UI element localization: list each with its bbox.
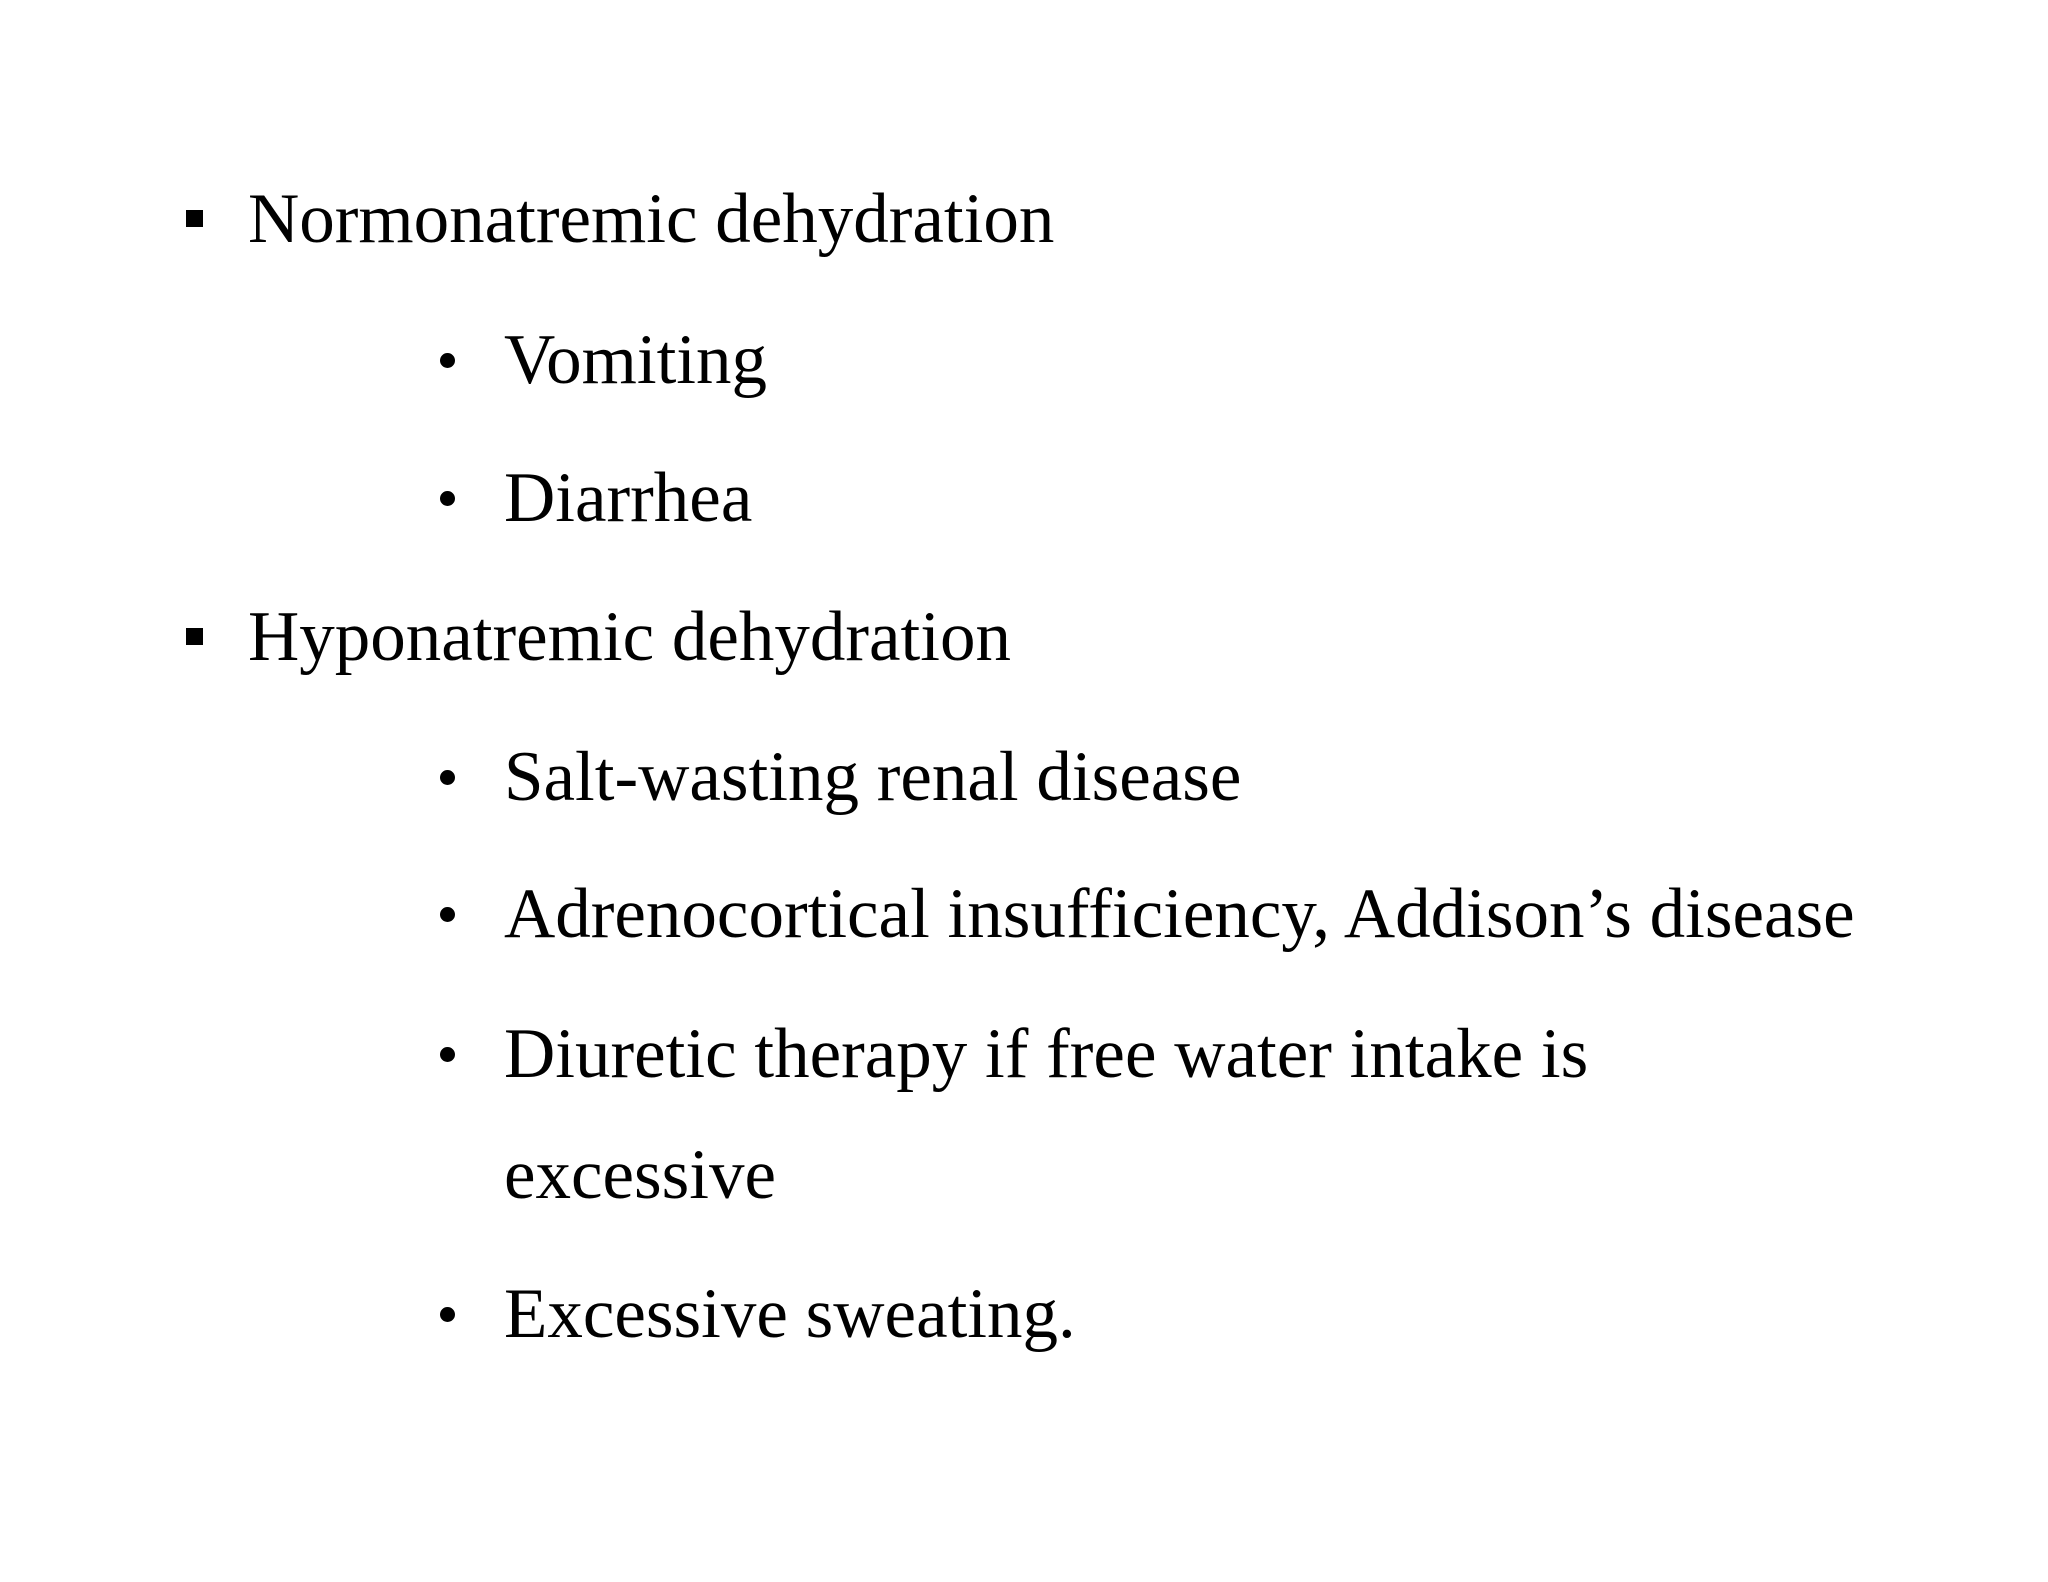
- bullet-icon: [440, 1307, 455, 1322]
- list-item-label: Hyponatremic dehydration: [248, 598, 1012, 676]
- square-bullet-icon: [186, 210, 203, 227]
- sub-list-item-label: Adrenocortical insufficiency, Addison’s disease: [504, 875, 1855, 953]
- square-bullet-icon: [186, 628, 203, 645]
- sub-list-item-label: Salt-wasting renal disease: [504, 738, 1242, 816]
- list-item-label: Normonatremic dehydration: [248, 180, 1055, 258]
- bullet-icon: [440, 353, 455, 368]
- sub-list-item-label: Diarrhea: [504, 459, 753, 537]
- bullet-icon: [440, 1047, 455, 1062]
- bullet-icon: [440, 491, 455, 506]
- sub-list-item-label: Diuretic therapy if free water intake is: [504, 1015, 1589, 1093]
- bullet-icon: [440, 907, 455, 922]
- sub-list-item-label-continuation: excessive: [504, 1136, 777, 1214]
- bullet-icon: [440, 770, 455, 785]
- sub-list-item-label: Vomiting: [504, 321, 768, 399]
- sub-list-item-label: Excessive sweating.: [504, 1275, 1076, 1353]
